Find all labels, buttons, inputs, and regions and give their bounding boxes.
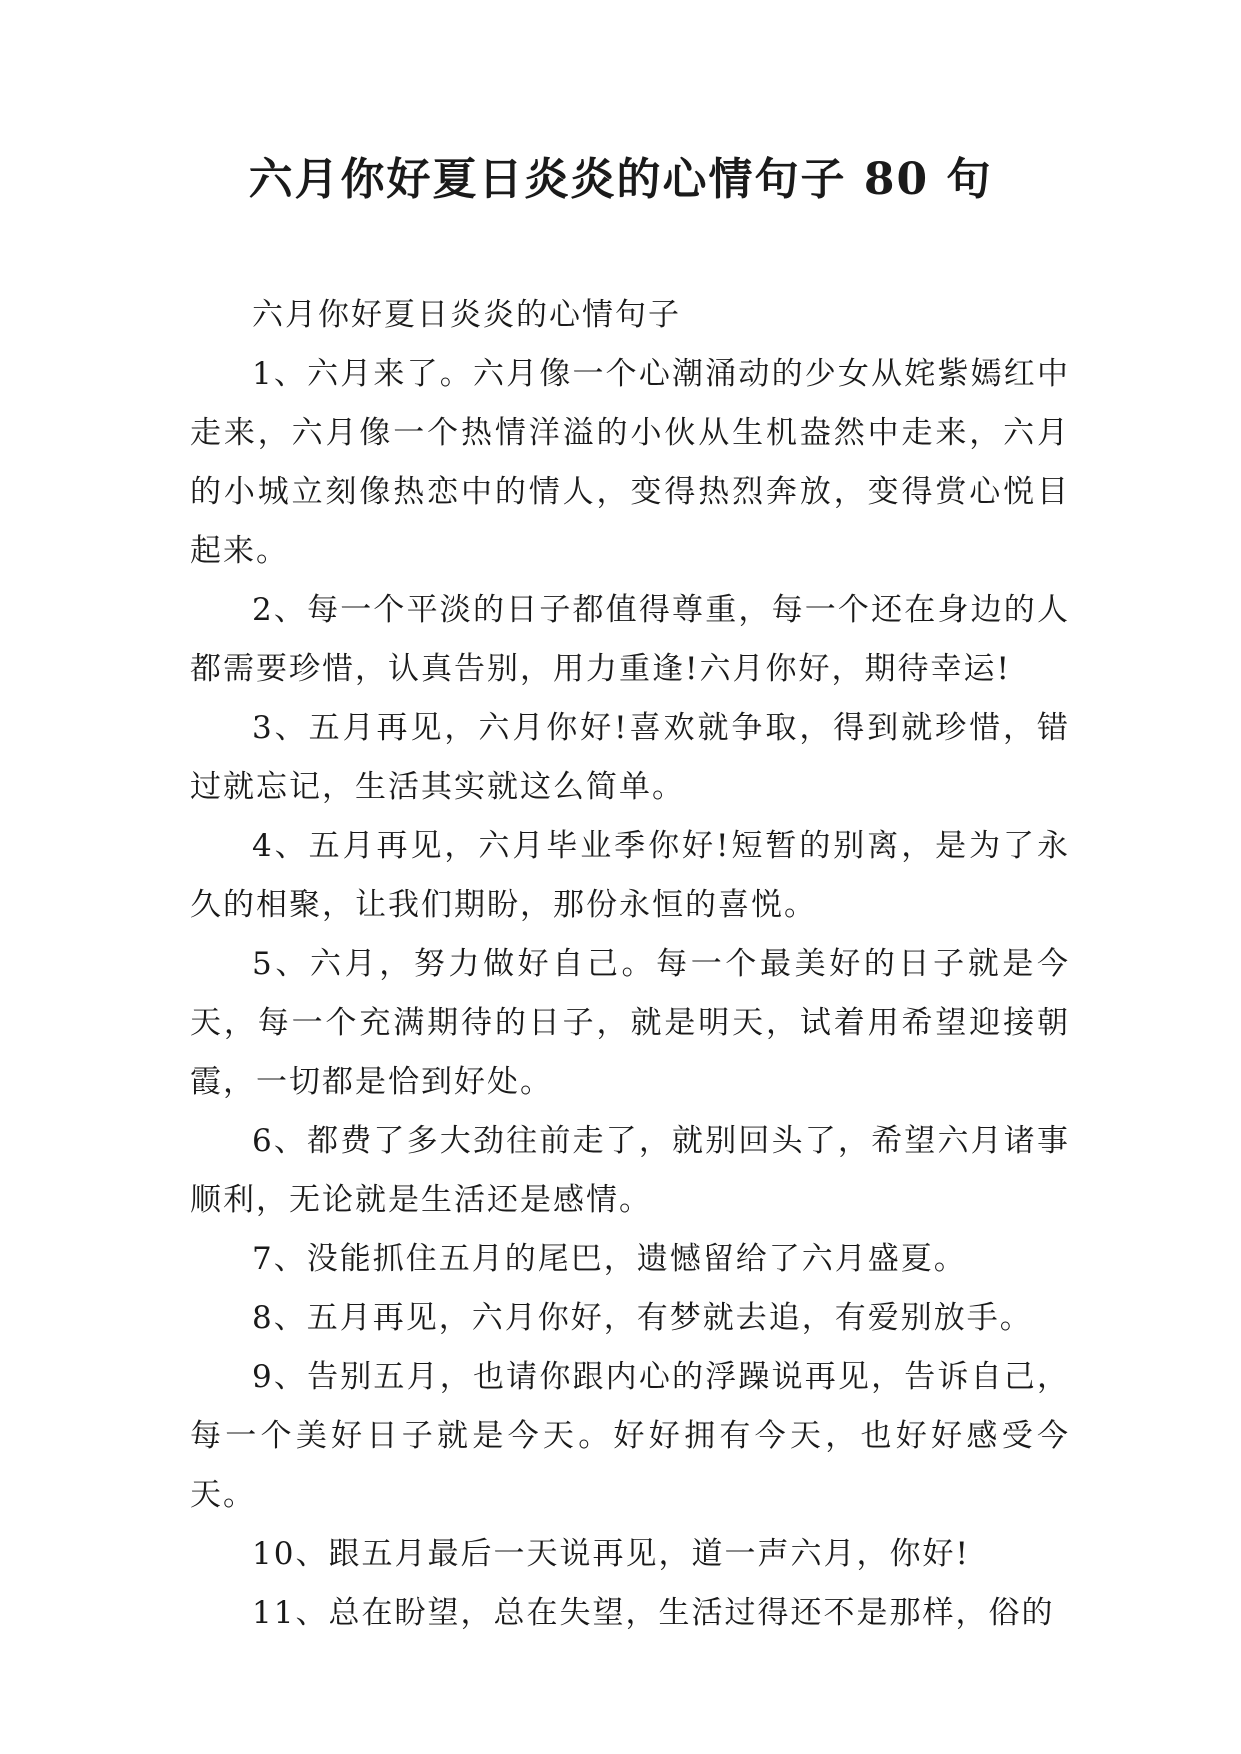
paragraph-10: 10、跟五月最后一天说再见，道一声六月，你好!: [252, 1536, 970, 1572]
paragraph-6: 6、都费了多大劲往前走了，就别回头了，希望六月诸事顺利，无论就是生活还是感情。: [190, 1123, 1070, 1218]
paragraph-9: 9、告别五月，也请你跟内心的浮躁说再见，告诉自己，每一个美好日子就是今天。好好拥有今天，也好好感受今天。: [190, 1359, 1070, 1513]
paragraph-1: 1、六月来了。六月像一个心潮涌动的少女从姹紫嫣红中走来，六月像一个热情洋溢的小伙从生机盎然中走来，六月的小城立刻像热恋中的情人，变得热烈奔放，变得赏心悦目起来。: [190, 356, 1070, 569]
paragraph-5: 5、六月，努力做好自己。每一个最美好的日子就是今天，每一个充满期待的日子，就是明天，试着用希望迎接朝霞，一切都是恰到好处。: [190, 946, 1070, 1100]
paragraph-2: 2、每一个平淡的日子都值得尊重，每一个还在身边的人都需要珍惜，认真告别，用力重逢!六月你好，期待幸运!: [190, 592, 1070, 687]
paragraph-11: 11、总在盼望，总在失望，生活过得还不是那样，俗的: [252, 1595, 1055, 1631]
document-title: 六月你好夏日炎炎的心情句子 80 句: [248, 154, 993, 205]
document-body: [190, 286, 1070, 1643]
paragraph-8: 8、五月再见，六月你好，有梦就去追，有爱别放手。: [252, 1300, 1033, 1336]
paragraph-3: 3、五月再见，六月你好!喜欢就争取，得到就珍惜，错过就忘记，生活其实就这么简单。: [190, 710, 1070, 805]
paragraph-7: 7、没能抓住五月的尾巴，遗憾留给了六月盛夏。: [252, 1241, 967, 1277]
subtitle: 六月你好夏日炎炎的心情句子: [252, 297, 681, 333]
paragraph-4: 4、五月再见，六月毕业季你好!短暂的别离，是为了永久的相聚，让我们期盼，那份永恒的喜悦。: [190, 828, 1070, 923]
